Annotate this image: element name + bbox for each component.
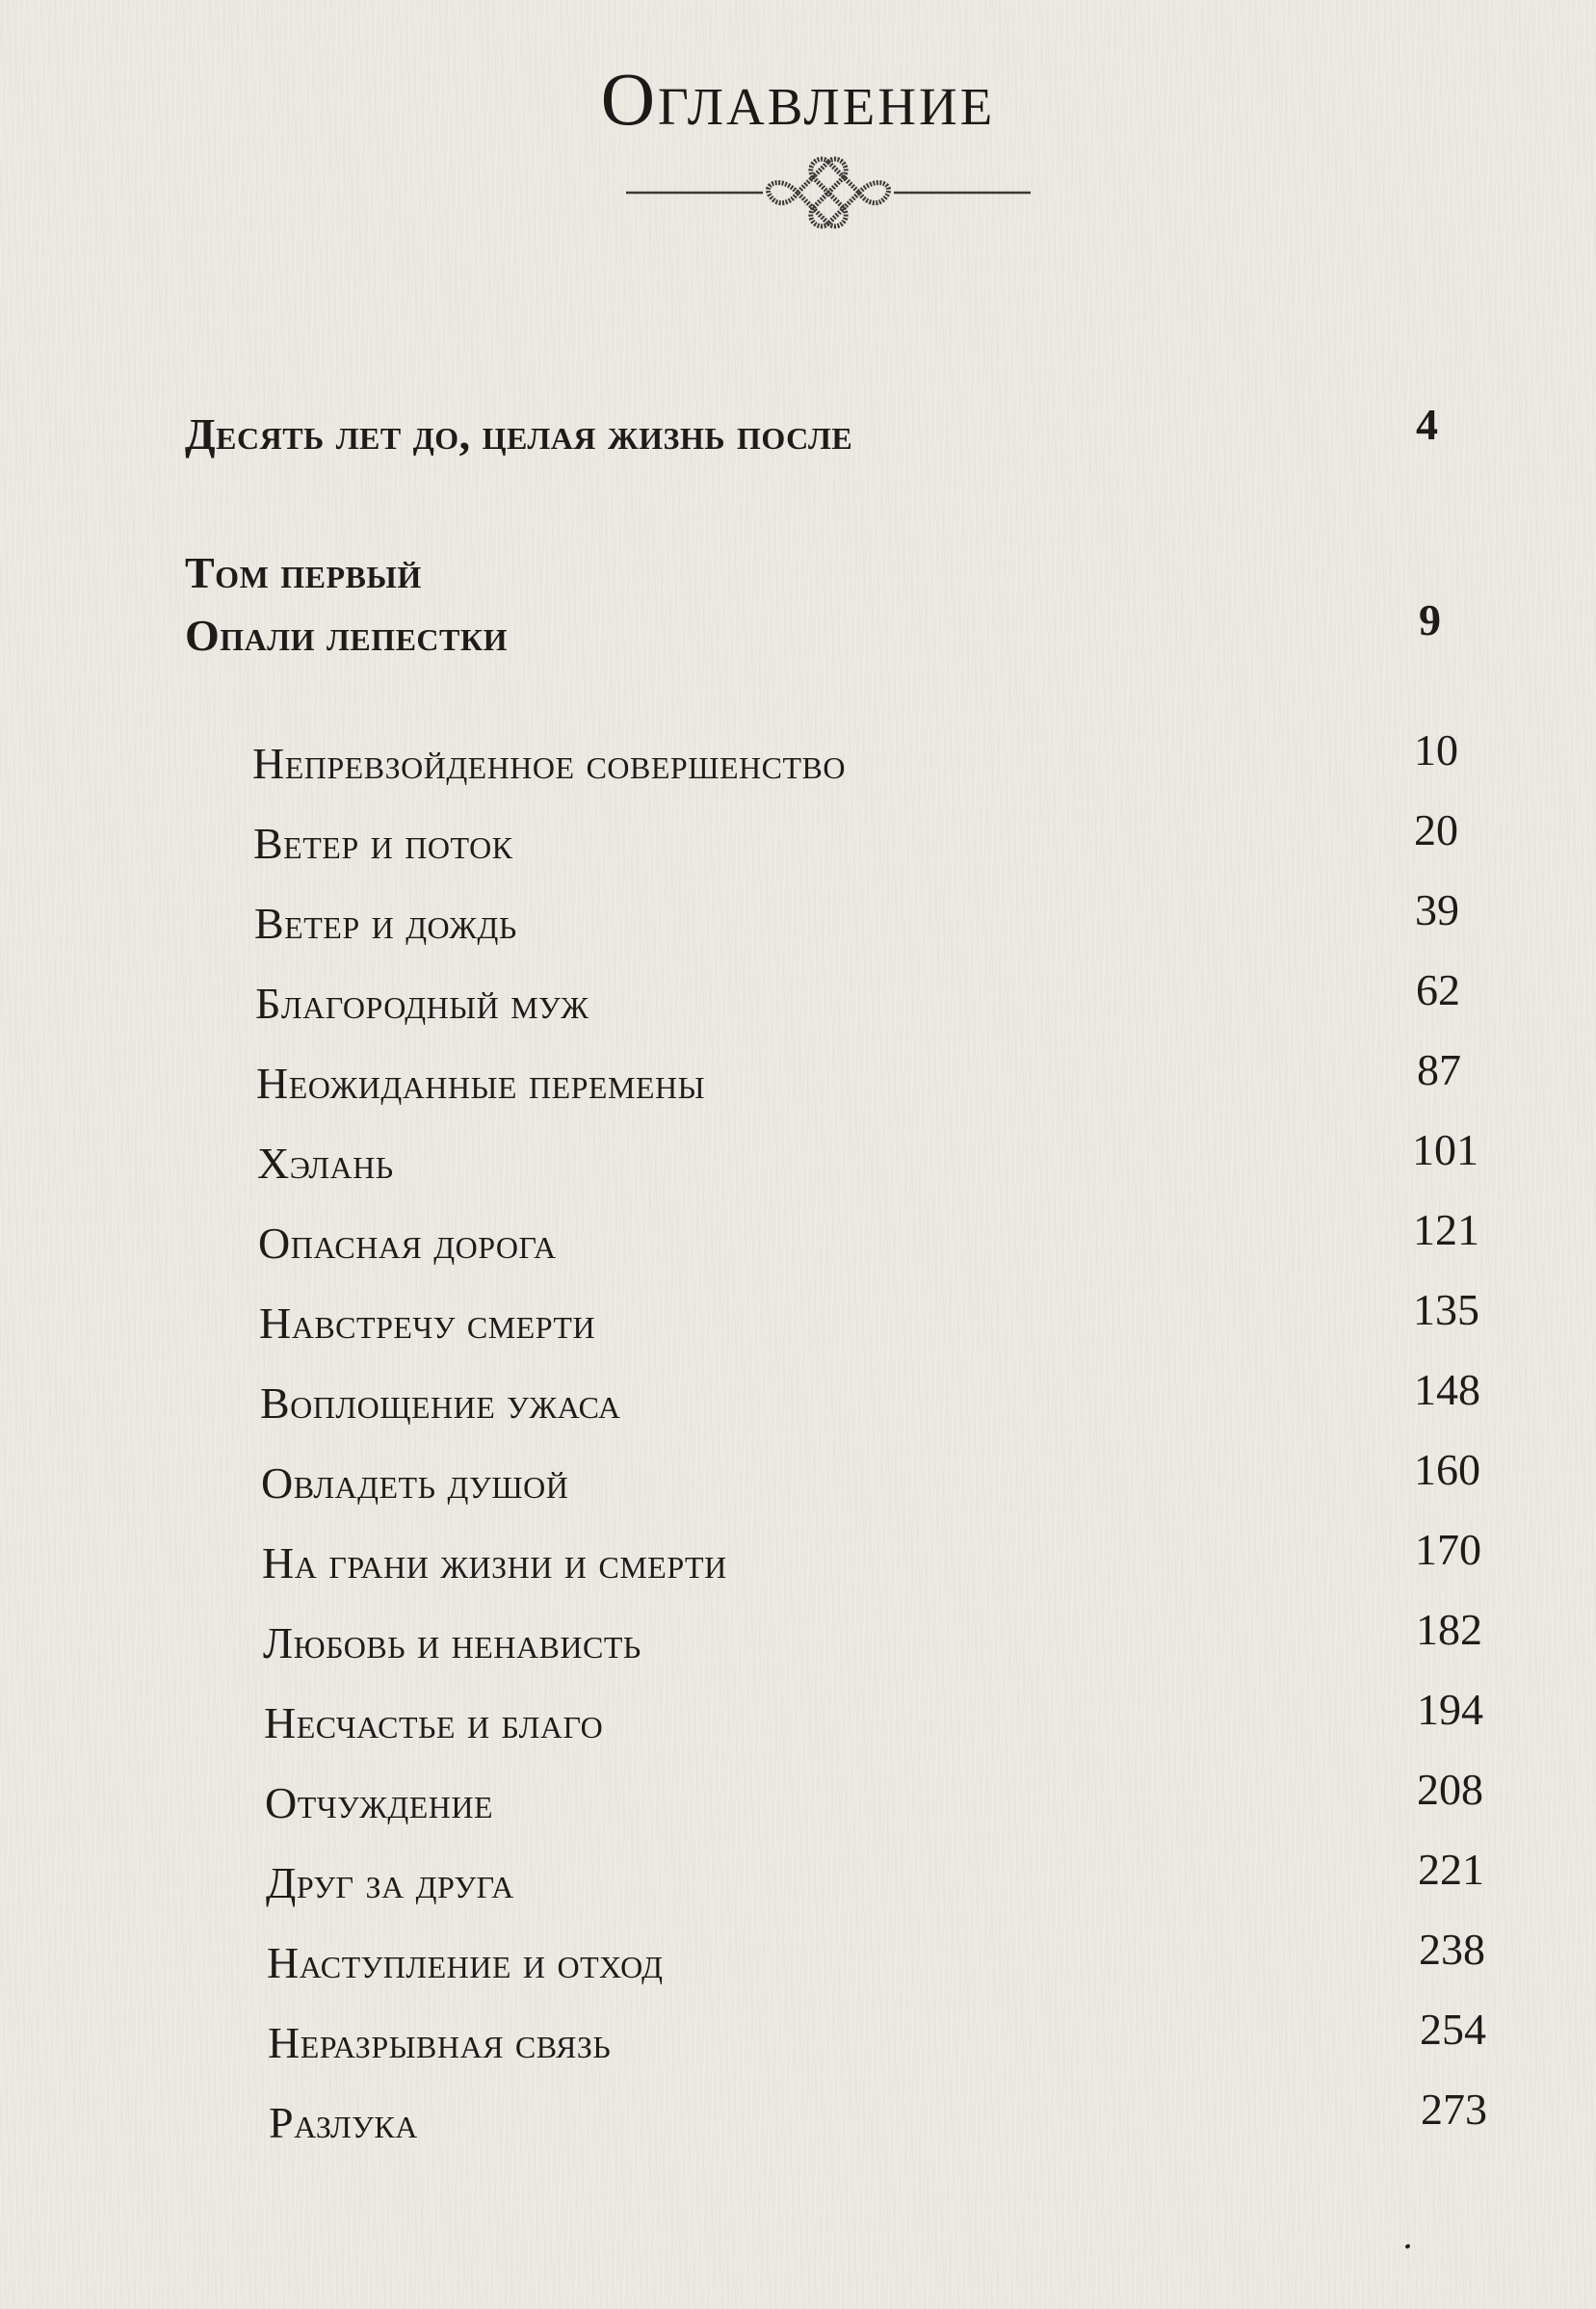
toc-entry-chapter[interactable] xyxy=(0,885,1596,969)
toc-entry-chapter[interactable] xyxy=(0,1765,1596,1849)
toc-entry-chapter[interactable] xyxy=(0,2085,1596,2168)
toc-entry-page: 273 xyxy=(1421,2085,1487,2134)
toc-entry-page: 208 xyxy=(1417,1765,1483,1814)
toc-entry-page: 121 xyxy=(1413,1205,1479,1254)
toc-entry-page: 20 xyxy=(1414,805,1458,854)
toc-entry-page: 160 xyxy=(1414,1445,1480,1494)
toc-entry-page: 4 xyxy=(1416,400,1438,449)
toc-entry-title: Неожиданные перемены xyxy=(256,1059,705,1108)
toc-entry-title: Навстречу смерти xyxy=(259,1299,596,1348)
page-title: Оглавление xyxy=(600,57,996,141)
paper-speck xyxy=(1404,2243,1410,2249)
toc-entry-chapter[interactable] xyxy=(0,725,1596,809)
toc-entry-page: 62 xyxy=(1416,965,1460,1014)
toc-entry-title: Опали лепестки xyxy=(185,611,508,660)
toc-entry-title: Друг за друга xyxy=(266,1858,514,1907)
toc-entry-title: Благородный муж xyxy=(255,979,589,1028)
toc-entry-title: Наступление и отход xyxy=(267,1938,664,1987)
toc-entry-title: Разлука xyxy=(269,2098,418,2147)
toc-entry-title: На грани жизни и смерти xyxy=(262,1538,727,1587)
toc-entry-page: 9 xyxy=(1419,595,1441,644)
toc-entry-page: 182 xyxy=(1416,1605,1482,1654)
toc-entry-chapter[interactable] xyxy=(0,1045,1596,1129)
toc-entry-page: 10 xyxy=(1414,725,1458,774)
toc-entry-chapter[interactable] xyxy=(0,1125,1596,1209)
toc-entry-title: Неразрывная связь xyxy=(268,2018,612,2067)
toc-entry-volume[interactable] xyxy=(0,595,1596,681)
toc-entry-chapter[interactable] xyxy=(0,1445,1596,1529)
toc-entry-chapter[interactable] xyxy=(0,1205,1596,1289)
toc-entry-chapter[interactable] xyxy=(0,1845,1596,1929)
toc-entry-title: Ветер и дождь xyxy=(254,899,517,948)
toc-entry-chapter[interactable] xyxy=(0,805,1596,889)
toc-entry-chapter[interactable] xyxy=(0,1605,1596,1689)
toc-entry-title: Ветер и поток xyxy=(253,819,513,868)
toc-entry-page: 221 xyxy=(1418,1845,1484,1894)
toc-entry-title: Хэлань xyxy=(257,1139,394,1188)
toc-entry-page: 101 xyxy=(1412,1125,1478,1174)
toc-entry-prologue[interactable] xyxy=(0,400,1596,480)
toc-entry-title: Несчастье и благо xyxy=(264,1698,604,1747)
toc-entry-title: Непревзойденное совершенство xyxy=(252,739,846,788)
toc-entry-page: 170 xyxy=(1415,1525,1481,1574)
toc-entry-chapter[interactable] xyxy=(0,1365,1596,1449)
toc-entry-chapter[interactable] xyxy=(0,1925,1596,2008)
toc-entry-page: 148 xyxy=(1414,1365,1480,1414)
toc-entry-page: 194 xyxy=(1417,1685,1483,1734)
toc-entry-chapter[interactable] xyxy=(0,1685,1596,1769)
toc-entry-title: Опасная дорога xyxy=(258,1219,557,1268)
toc-entry-title: Отчуждение xyxy=(265,1778,494,1827)
toc-entry-page: 135 xyxy=(1413,1285,1479,1334)
toc-entry-title: Десять лет до, целая жизнь после xyxy=(185,409,853,459)
toc-entry-title: Любовь и ненависть xyxy=(263,1618,641,1667)
toc-entry-page: 254 xyxy=(1420,2005,1486,2054)
toc-entry-title: Воплощение ужаса xyxy=(260,1378,621,1428)
toc-entry-chapter[interactable] xyxy=(0,1285,1596,1369)
toc-entry-title: Овладеть душой xyxy=(261,1458,569,1508)
toc-entry-chapter[interactable] xyxy=(0,1525,1596,1609)
toc-entry-page: 238 xyxy=(1419,1925,1485,1974)
toc-entry-page: 87 xyxy=(1417,1045,1461,1094)
endless-knot-ornament-icon xyxy=(616,154,1040,241)
toc-entry-chapter[interactable] xyxy=(0,965,1596,1049)
volume-label: Том первый xyxy=(185,548,422,597)
toc-entry-page: 39 xyxy=(1415,885,1459,934)
toc-entry-chapter[interactable] xyxy=(0,2005,1596,2088)
